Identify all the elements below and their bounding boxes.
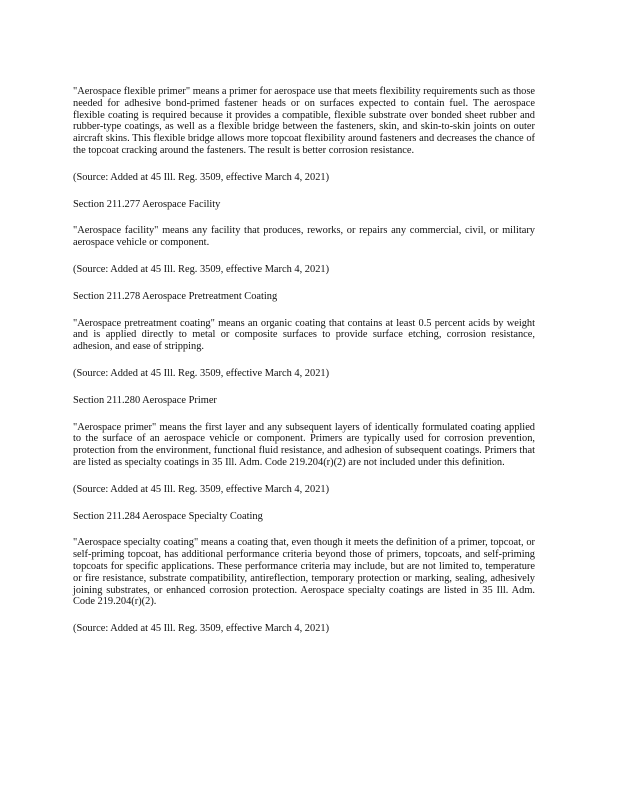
section-heading-211-280: Section 211.280 Aerospace Primer — [73, 394, 217, 406]
section-heading-211-284: Section 211.284 Aerospace Specialty Coating — [73, 510, 263, 522]
source-note: (Source: Added at 45 Ill. Reg. 3509, effective March 4, 2021) — [73, 263, 330, 275]
source-note: (Source: Added at 45 Ill. Reg. 3509, effective March 4, 2021) — [73, 623, 330, 635]
section-heading-211-278: Section 211.278 Aerospace Pretreatment Coating — [73, 290, 278, 302]
source-note: (Source: Added at 45 Ill. Reg. 3509, effective March 4, 2021) — [73, 367, 330, 379]
definition-aerospace-flexible-primer: "Aerospace flexible primer" means a primer for aerospace use that meets flexibility requirements such as those needed for adhesive bond-primed fastener heads or on surfaces expected to contain fuel. The aerospace flexible coating is required because it provides a compatible, flexible substrate over bonded sheet rubber and rubber-type coatings, as well as a flexible bridge between the fasteners, skin, and skin-to-skin joints on outer aircraft skins. This flexible bridge allows more topcoat flexibility around fasteners and decreases the chance of the topcoat cracking around the fasteners. The result is better corrosion resistance. — [73, 86, 535, 156]
definition-aerospace-pretreatment-coating: "Aerospace pretreatment coating" means an organic coating that contains at least 0.5 percent acids by weight and is applied directly to metal or composite surfaces to provide surface etching, corrosion resistance, adhesion, and ease of stripping. — [73, 317, 535, 353]
document-page — [73, 86, 535, 650]
source-note: (Source: Added at 45 Ill. Reg. 3509, effective March 4, 2021) — [73, 483, 330, 495]
definition-aerospace-facility: "Aerospace facility" means any facility that produces, reworks, or repairs any commercial, civil, or military aerospace vehicle or component. — [73, 225, 535, 249]
section-heading-211-277: Section 211.277 Aerospace Facility — [73, 198, 221, 210]
definition-aerospace-primer: "Aerospace primer" means the first layer and any subsequent layers of identically formulated coating applied to the surface of an aerospace vehicle or component. Primers are typically used for corrosion prevention, protection from the environment, functional fluid resistance, and adhesion of subsequent coatings. Primers that are listed as specialty coatings in 35 Ill. Adm. Code 219.204(r)(2) are not included under this definition. — [73, 421, 535, 468]
source-note: (Source: Added at 45 Ill. Reg. 3509, effective March 4, 2021) — [73, 171, 330, 183]
definition-aerospace-specialty-coating: "Aerospace specialty coating" means a coating that, even though it meets the definition of a primer, topcoat, or self-priming topcoat, has additional performance criteria beyond those of primers, topcoats, and self-priming topcoats for specific applications. These performance criteria may include, but are not limited to, temperature or fire resistance, substrate compatibility, antireflection, temporary protection or marking, sealing, adhesively joining substrates, or enhanced corrosion protection. Aerospace specialty coatings are listed in 35 Ill. Adm. Code 219.204(r)(2). — [73, 537, 535, 608]
